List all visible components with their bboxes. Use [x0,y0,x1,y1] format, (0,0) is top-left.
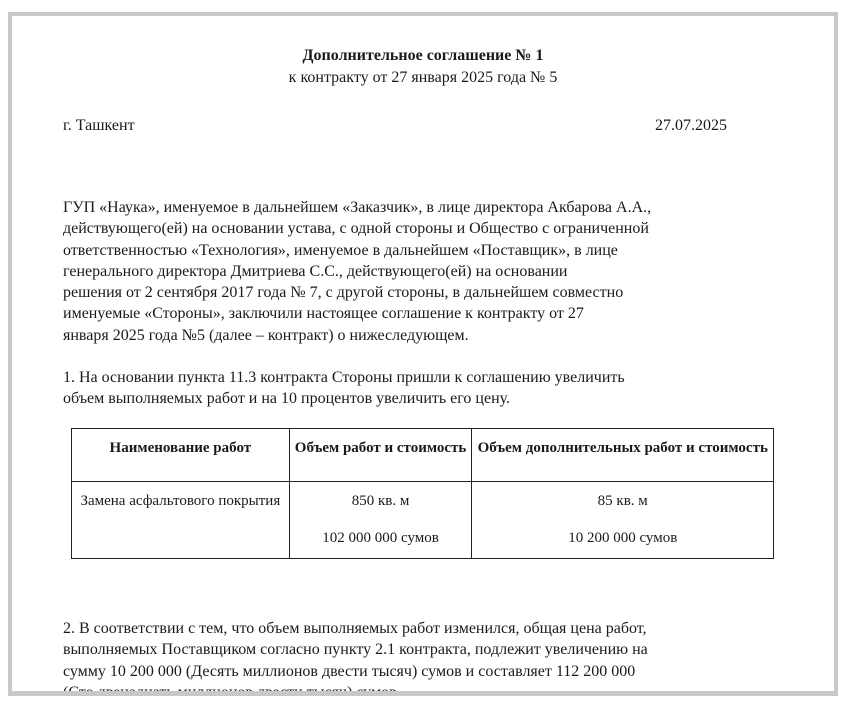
document-title: Дополнительное соглашение № 1 [302,47,544,64]
works-table [71,428,774,559]
header-work-name: Наименование работ [72,429,290,482]
text-line: ГУП «Наука», именуемое в дальнейшем «Заказчик», в лице директора Акбарова А.А., [63,199,652,216]
text-line: решения от 2 сентября 2017 года № 7, с другой стороны, в дальнейшем совместно [63,284,624,302]
text-line: выполняемых Поставщиком согласно пункту 2.1 контракта, подлежит увеличению на [63,641,648,659]
cost: 102 000 000 сумов [322,530,439,546]
place: г. Ташкент [63,117,135,134]
document-date: 27.07.2025 [655,117,727,134]
text-line: объем выполняемых работ и на 10 процентов увеличить его цену. [63,390,511,408]
text-line: января 2025 года №5 (далее – контракт) о нижеследующем. [63,326,469,344]
text-line: генерального директора Дмитриева С.С., действующего(ей) на основании [63,262,568,280]
table-header-row [72,429,774,482]
table-row [72,482,774,559]
cell-additional-volume-cost [472,482,774,559]
cell-volume-cost [289,482,472,559]
text-line: сумму 10 200 000 (Десять миллионов двести тысяч) сумов и составляет 112 200 000 [63,662,636,680]
text-line: именуемые «Стороны», заключили настоящее соглашение к контракту от 27 [63,305,584,323]
page-bottom-border [8,691,838,696]
text-line: действующего(ей) на основании устава, с одной стороны и Общество с ограниченной [63,220,649,238]
clause-1 [63,367,783,410]
preamble-paragraph [63,197,783,346]
text-line: 2. В соответствии с тем, что объем выполняемых работ изменился, общая цена работ, [63,620,647,637]
volume: 850 кв. м [351,493,410,509]
text-line: 1. На основании пункта 11.3 контракта Стороны пришли к соглашению увеличить [63,369,625,386]
document-subtitle: к контракту от 27 января 2025 года № 5 [288,69,558,86]
additional-cost: 10 200 000 сумов [568,530,678,546]
text-line: ответственностью «Технология», именуемое в дальнейшем «Поставщик», в лице [63,241,618,259]
header-additional-volume-cost: Объем дополнительных работ и стоимость [472,429,774,482]
page-bottom-mask [0,695,846,709]
cell-work-name: Замена асфальтового покрытия [72,482,290,559]
header-volume-cost: Объем работ и стоимость [289,429,472,482]
additional-volume: 85 кв. м [597,493,648,509]
